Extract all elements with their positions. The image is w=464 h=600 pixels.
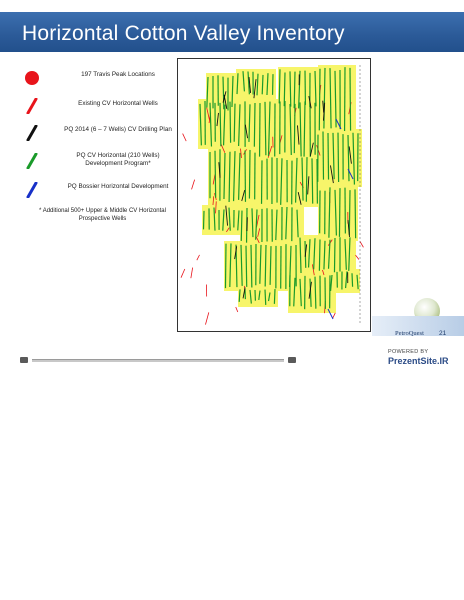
existing-well	[356, 255, 359, 259]
existing-well	[197, 255, 200, 260]
acreage-block	[236, 69, 276, 99]
powered-by-logo: PrezentSite.IR	[388, 357, 449, 365]
acreage-block	[260, 155, 320, 207]
viewer-next-handle[interactable]	[288, 357, 296, 363]
program-well	[225, 244, 226, 289]
program-well	[355, 189, 356, 238]
program-well	[251, 245, 252, 288]
program-well	[262, 75, 263, 94]
program-well	[254, 103, 255, 147]
travis-peak-dot-icon	[24, 70, 40, 86]
pq-2014-dash-icon	[24, 125, 40, 141]
program-well	[249, 150, 250, 199]
program-well	[294, 72, 295, 109]
program-well	[234, 104, 235, 142]
program-well	[349, 190, 350, 235]
viewer-track[interactable]	[32, 359, 284, 362]
footnote: * Additional 500+ Upper & Middle CV Horizontal Prospective Wells	[39, 208, 166, 222]
program-well	[334, 238, 335, 272]
program-well	[290, 71, 291, 106]
inventory-map	[177, 58, 371, 332]
legend-label-pq-cv-program: PQ CV Horizontal (210 Wells) Development Program*	[76, 152, 160, 167]
program-well	[239, 289, 240, 302]
page-number: 21	[439, 330, 447, 337]
program-well	[241, 211, 242, 241]
legend-label-existing-cv: Existing CV Horizontal Wells	[78, 100, 158, 107]
map-canvas	[178, 59, 370, 331]
program-well	[338, 133, 339, 182]
program-well	[319, 69, 320, 131]
program-well	[312, 158, 313, 203]
existing-well	[205, 312, 208, 324]
acreage-block	[258, 99, 318, 159]
program-well	[265, 245, 266, 286]
existing-well	[236, 307, 238, 312]
existing-well	[191, 268, 193, 279]
acreage-block	[330, 269, 360, 293]
program-well	[274, 289, 275, 304]
existing-cv-dash-icon	[24, 98, 40, 114]
legend-label-pq-bossier: PQ Bossier Horizontal Development	[67, 183, 169, 190]
acreage-block	[238, 287, 278, 307]
existing-well	[183, 134, 187, 142]
acreage-block	[318, 185, 358, 241]
program-well	[319, 240, 320, 271]
legend-label-travis-peak: 197 Travis Peak Locations	[81, 71, 155, 78]
program-well	[223, 77, 224, 110]
program-well	[339, 188, 340, 237]
existing-well	[360, 241, 363, 247]
pq-cv-program-dash-icon	[24, 153, 40, 169]
existing-well	[333, 313, 336, 318]
program-well	[230, 102, 231, 143]
program-well	[306, 157, 307, 202]
program-well	[279, 69, 280, 103]
program-well	[352, 273, 353, 287]
program-well	[265, 290, 266, 305]
program-well	[328, 133, 329, 180]
legend-label-pq-2014: PQ 2014 (6 – 7 Wells) CV Drilling Plan	[64, 126, 172, 133]
viewer-prev-handle[interactable]	[20, 357, 28, 363]
powered-by-label: POWERED BY	[388, 349, 429, 355]
existing-well	[192, 180, 195, 190]
existing-well	[181, 269, 185, 278]
program-well	[246, 246, 247, 287]
program-well	[215, 151, 216, 198]
slide-title: Horizontal Cotton Valley Inventory	[22, 22, 345, 45]
viewer-progress-bar[interactable]	[12, 355, 304, 365]
program-well	[350, 68, 351, 131]
acreage-block	[202, 205, 242, 235]
pq-bossier-dash-icon	[24, 182, 40, 198]
footer-brand: PetroQuest	[395, 330, 424, 337]
program-well	[294, 104, 295, 153]
